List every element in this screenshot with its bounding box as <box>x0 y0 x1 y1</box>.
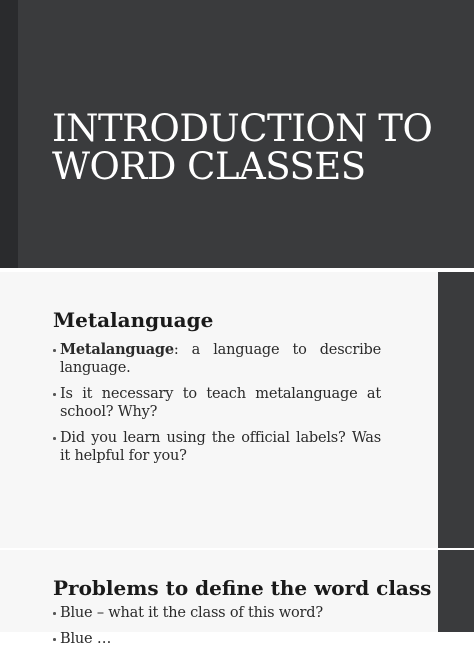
title-slide <box>0 0 474 268</box>
bullet-dot-icon <box>53 349 56 352</box>
slide-heading-problems: Problems to define the word class <box>53 576 432 600</box>
metalanguage-slide <box>0 272 474 548</box>
bullet-item <box>53 341 381 377</box>
bullet-item <box>53 630 381 648</box>
slide-heading-metalanguage: Metalanguage <box>53 308 214 332</box>
bullet-dot-icon <box>53 612 56 615</box>
bullet-dot-icon <box>53 437 56 440</box>
slide-side-band <box>438 272 474 548</box>
bullet-text: Blue … <box>60 631 112 647</box>
slide-side-band <box>438 550 474 632</box>
bullet-dot-icon <box>53 393 56 396</box>
bullet-text: Did you learn using the official labels? Was it helpful for you? <box>60 430 381 464</box>
title-slide-left-strip <box>0 0 18 268</box>
bullet-text: : a language to describe language. <box>60 342 381 376</box>
bullet-dot-icon <box>53 638 56 641</box>
document-title: INTRODUCTION TO WORD CLASSES <box>52 107 433 188</box>
bullet-term: Metalanguage <box>60 341 174 358</box>
bullet-list <box>53 341 381 473</box>
problems-slide <box>0 550 474 647</box>
bullet-item <box>53 429 381 465</box>
bullet-text: Is it necessary to teach metalanguage at school? Why? <box>60 386 381 420</box>
bullet-list <box>53 604 381 656</box>
bullet-item <box>53 604 381 622</box>
bullet-item <box>53 385 381 421</box>
bullet-text: Blue – what it the class of this word? <box>60 605 323 621</box>
